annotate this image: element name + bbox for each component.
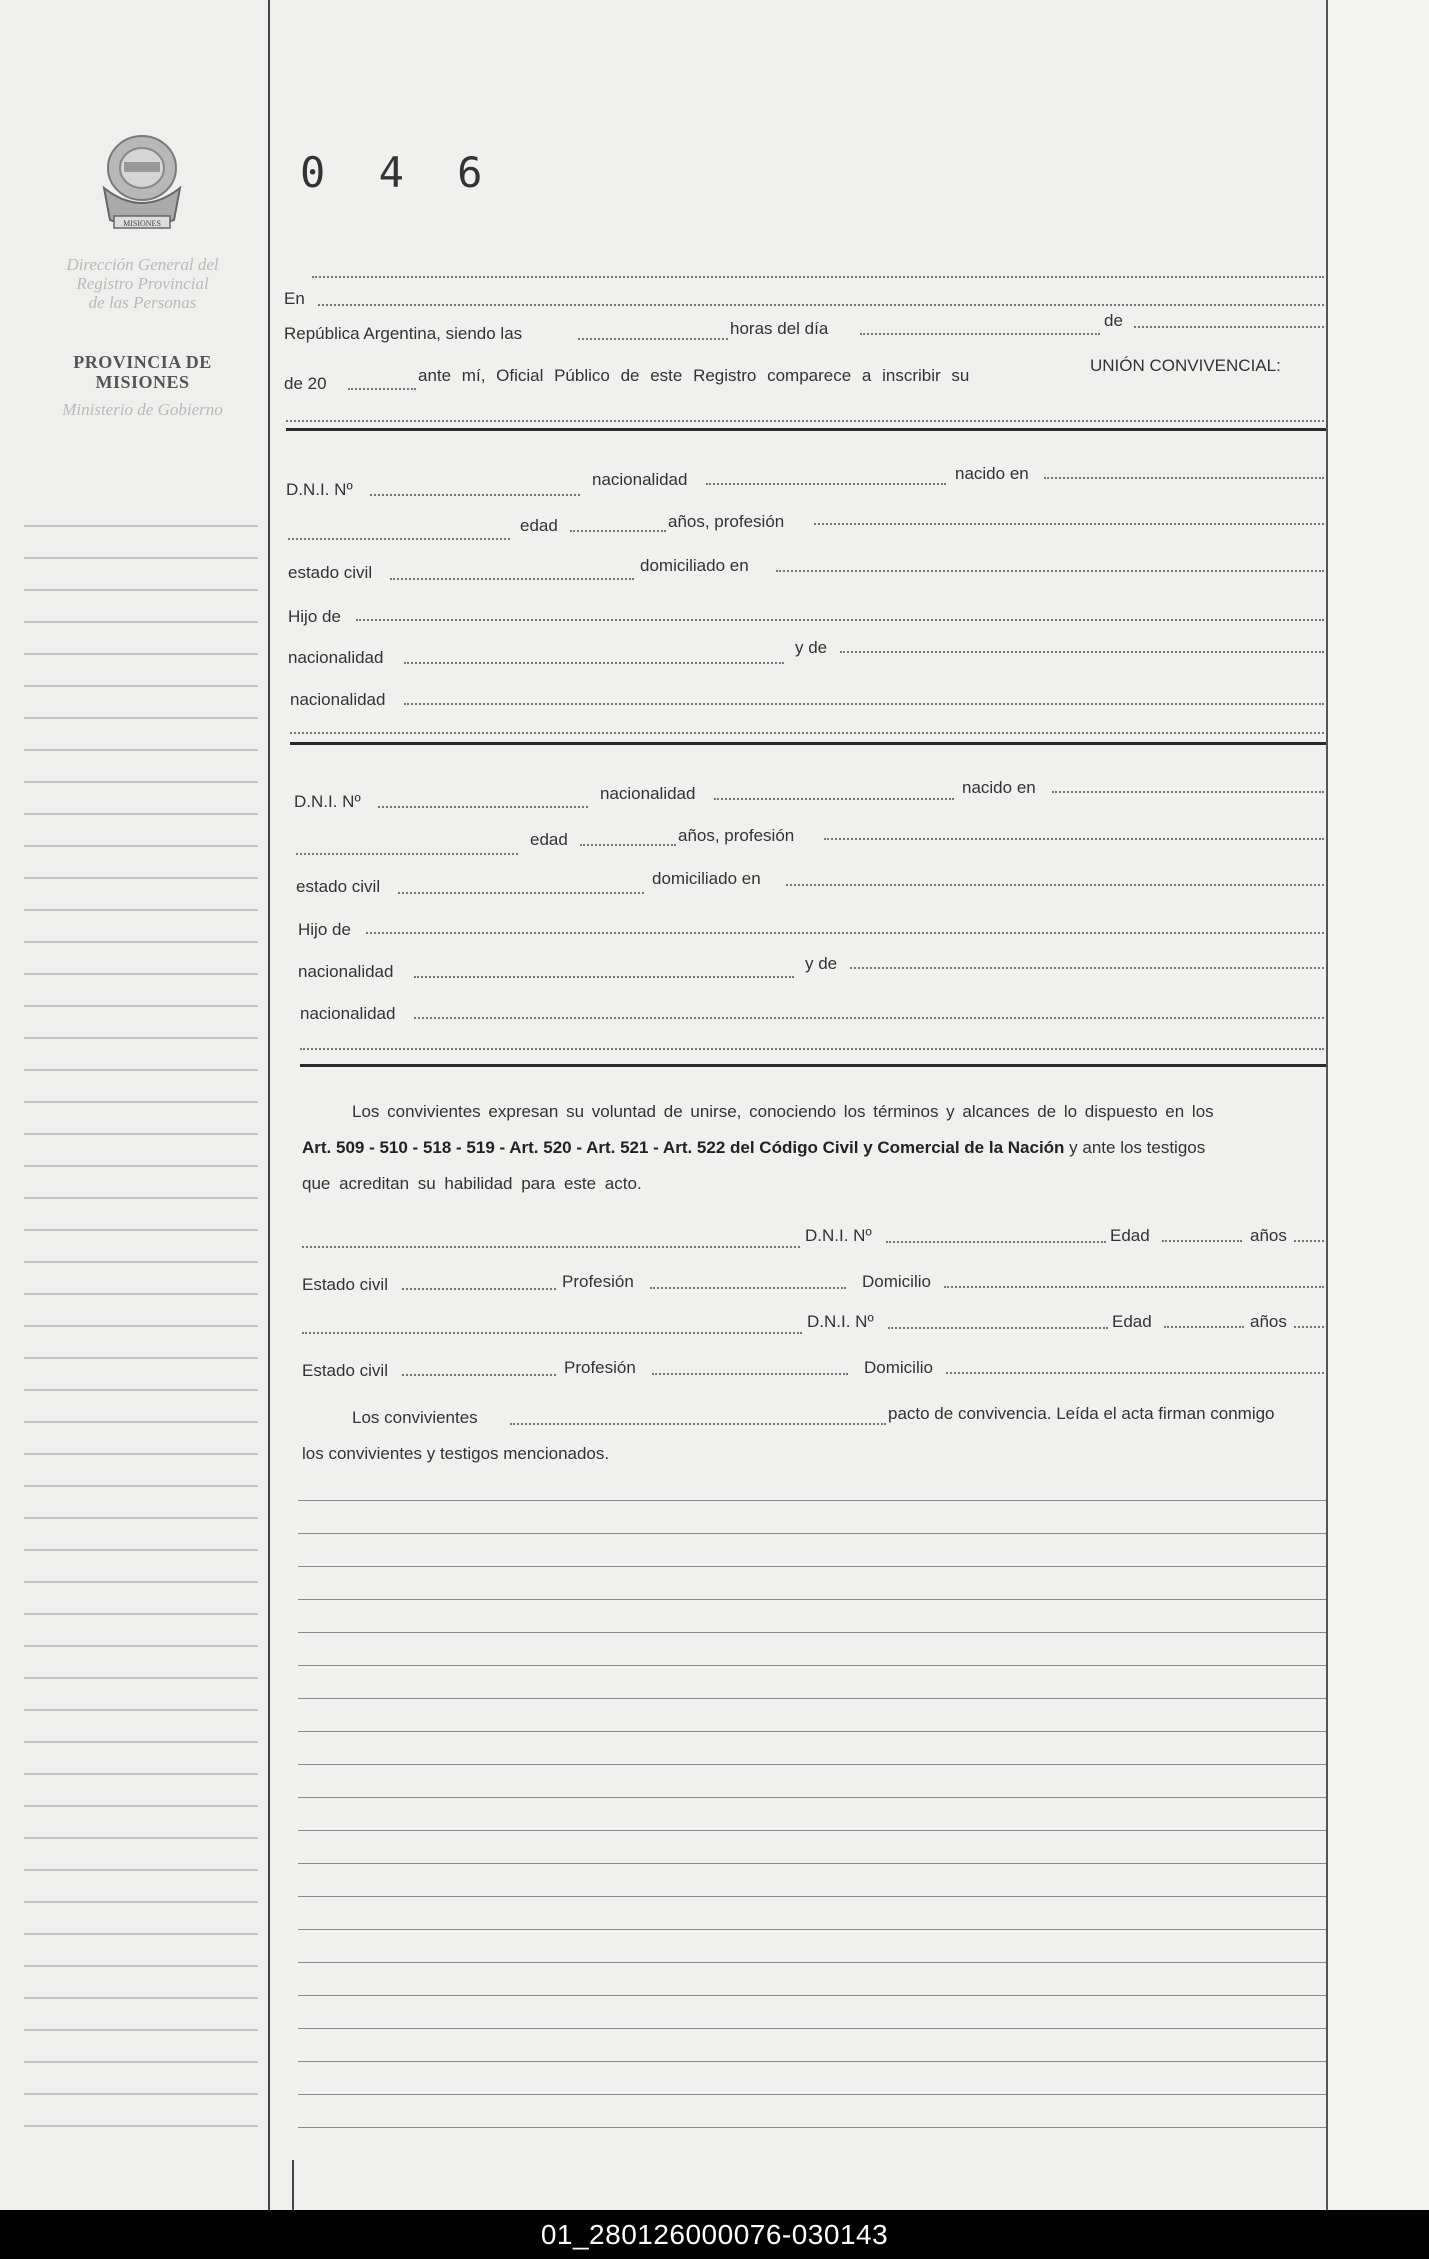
p2-parent-nacionalidad-blank [414,976,794,978]
w2-domicilio-label: Domicilio [864,1358,933,1377]
scan-id-footer: 01_280126000076-030143 [0,2210,1429,2259]
w1-profesion-blank [650,1287,846,1289]
header-ante-mi: ante mí, Oficial Público de este Registro comparece a inscribir su [418,366,970,385]
p1-hijo-label: Hijo de [288,607,341,626]
p2-nacionalidad-label: nacionalidad [600,784,696,803]
w2-profesion-blank [652,1373,848,1375]
w1-dni-label: D.N.I. Nº [805,1226,872,1245]
p1-nacido-label: nacido en [955,464,1029,483]
w1-domicilio-blank [944,1286,1324,1288]
declaration-line-2 [302,1130,1324,1166]
p2-nacionalidad-blank [714,798,954,800]
header-extra-blank [286,420,1324,422]
w1-profesion-label: Profesión [562,1272,634,1291]
w2-domicilio-blank [946,1372,1324,1374]
w2-anos-label: años [1250,1312,1287,1331]
p1-name-blank [288,538,510,540]
closing-blank [510,1423,886,1425]
p2-name-blank [296,853,518,855]
w1-anos-blank [1294,1240,1324,1242]
p2-estado-civil-blank [398,892,644,894]
hours-blank [578,338,728,340]
ministry-name: Ministerio de Gobierno [62,400,223,419]
p2-hijo-blank [366,932,1324,934]
p1-dni-blank [370,494,580,496]
acta-number: 0 4 6 [300,148,497,197]
p1-dni-label: D.N.I. Nº [286,480,353,499]
p1-parent2-nacionalidad-label: nacionalidad [290,690,386,709]
w2-estado-civil-label: Estado civil [302,1361,388,1380]
p2-nacido-label: nacido en [962,778,1036,797]
month-blank [1134,326,1324,328]
declaration-line-3: que acreditan su habilidad para este acto. [302,1174,642,1193]
p2-y-de-blank [850,967,1324,969]
p2-parent2-nacionalidad-label: nacionalidad [300,1004,396,1023]
p1-y-de-label: y de [795,638,828,657]
p1-estado-civil-label: estado civil [288,563,373,582]
p1-profesion-blank [814,523,1324,525]
p1-domicilio-label: domiciliado en [640,556,749,575]
w1-anos-label: años [1250,1226,1287,1245]
p1-hijo-blank [356,619,1324,621]
w1-dni-blank [886,1241,1106,1243]
w1-edad-label: Edad [1110,1226,1150,1245]
p2-nacido-blank [1052,791,1324,793]
p1-nacionalidad-label: nacionalidad [592,470,688,489]
p2-estado-civil-label: estado civil [296,877,381,896]
p1-nacido-blank [1044,477,1324,479]
p2-parent2-nacionalidad-blank [414,1017,1324,1019]
p2-edad-blank [580,844,676,846]
w2-profesion-label: Profesión [564,1358,636,1377]
seal-caption: MISIONES [123,219,161,228]
p1-extra-blank [290,732,1324,734]
p1-y-de-blank [840,651,1324,653]
section-divider-1 [286,428,1326,431]
w2-dni-blank [888,1327,1108,1329]
agency-name: Dirección General del Registro Provincial de las Personas [66,255,219,312]
p2-profesion-label: años, profesión [678,826,795,845]
section-divider-2 [290,742,1326,745]
w1-estado-civil-blank [402,1288,556,1290]
declaration-testigos: y ante los testigos [1069,1138,1206,1157]
p1-domicilio-blank [776,570,1324,572]
margin-ruled-lines [24,495,258,2135]
p1-parent2-nacionalidad-blank [404,703,1324,705]
p1-profesion-label: años, profesión [668,512,785,531]
header-de: de [1104,311,1123,330]
w1-name-blank [302,1246,800,1248]
header-union: UNIÓN CONVIVENCIAL: [1090,356,1281,375]
p2-extra-blank [300,1048,1324,1050]
p1-nacionalidad-blank [706,483,946,485]
p2-edad-label: edad [530,830,568,849]
w2-anos-blank [1294,1326,1324,1328]
p2-dni-blank [378,806,588,808]
p1-parent-nacionalidad-label: nacionalidad [288,648,384,667]
p2-parent-nacionalidad-label: nacionalidad [298,962,394,981]
closing-final: los convivientes y testigos mencionados. [302,1444,610,1463]
bottom-left-border [292,2160,294,2210]
closing-convivientes: Los convivientes [352,1408,478,1427]
p2-y-de-label: y de [805,954,838,973]
w1-domicilio-label: Domicilio [862,1272,931,1291]
w1-edad-blank [1162,1240,1242,1242]
province-title: PROVINCIA DE MISIONES [73,352,212,392]
p1-edad-label: edad [520,516,558,535]
p2-dni-label: D.N.I. Nº [294,792,361,811]
header-en-blank [318,304,1324,306]
w2-dni-label: D.N.I. Nº [807,1312,874,1331]
header-blank [312,276,1324,278]
p1-estado-civil-blank [390,578,634,580]
declaration-paragraph [302,1094,1324,1202]
p2-domicilio-label: domiciliado en [652,869,761,888]
p2-profesion-blank [824,838,1324,840]
right-margin-strip [1328,0,1429,2210]
w2-edad-label: Edad [1112,1312,1152,1331]
day-blank [860,333,1100,335]
p2-domicilio-blank [786,884,1324,886]
header-en: En [284,289,305,308]
w2-edad-blank [1164,1326,1244,1328]
provincial-seal-icon [94,128,190,236]
header-republica: República Argentina, siendo las [284,324,523,343]
legal-articles: Art. 509 - 510 - 518 - 519 - Art. 520 - Art. 521 - Art. 522 del Código Civil y Comercial de la Nación [302,1138,1065,1157]
w2-name-blank [302,1332,802,1334]
w2-estado-civil-blank [402,1374,556,1376]
w1-estado-civil-label: Estado civil [302,1275,388,1294]
header-de20: de 20 [284,374,327,393]
year-blank [348,388,416,390]
closing-pacto: pacto de convivencia. Leída el acta firman conmigo [888,1404,1275,1423]
p1-parent-nacionalidad-blank [404,662,784,664]
blank-ruled-lines [298,1468,1326,2158]
header-horas: horas del día [730,319,829,338]
declaration-line-1: Los convivientes expresan su voluntad de unirse, conociendo los términos y alcances de lo dispuesto en los [352,1102,1214,1121]
p1-edad-blank [570,530,666,532]
p2-hijo-label: Hijo de [298,920,351,939]
section-divider-3 [300,1064,1326,1067]
